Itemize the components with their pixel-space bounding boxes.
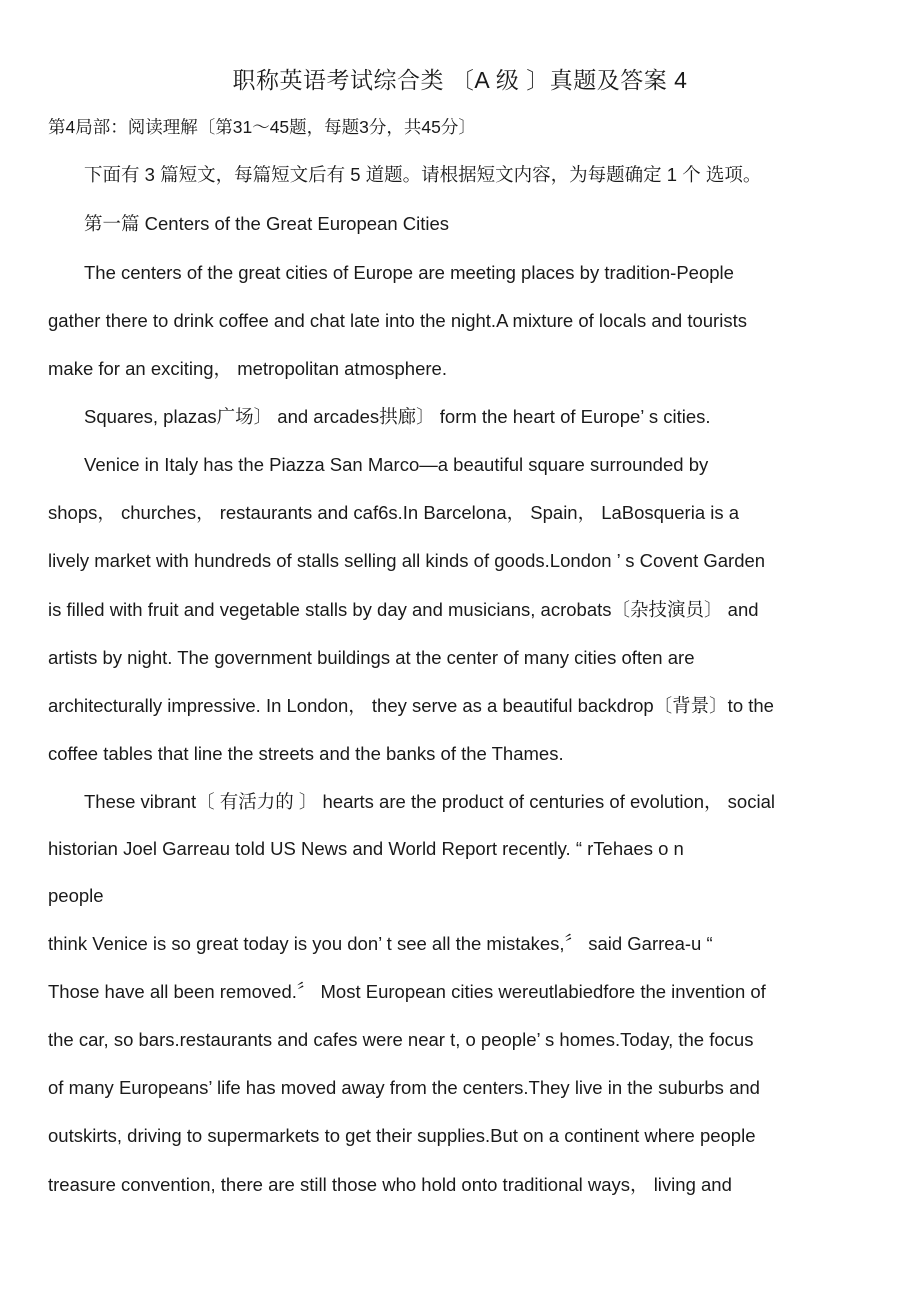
text-line: treasure convention, there are still those who hold onto traditional ways， living and xyxy=(48,1174,732,1195)
text-line: shops， churches， restaurants and caf6s.In Barcelona， Spain， LaBosqueria is a xyxy=(48,502,740,523)
text-line: Those have all been removed.〞 Most European cities wereutlabiedfore the invention of xyxy=(48,981,766,1002)
text-line: Venice in Italy has the Piazza San Marco—a beautiful square surrounded by xyxy=(84,454,709,475)
text-line: think Venice is so great today is you don’ t see all the mistakes,〞 said Garrea-u “ xyxy=(48,933,713,954)
text-line: coffee tables that line the streets and the banks of the Thames. xyxy=(48,743,564,764)
text-line: These vibrant〔 有活力的 〕 hearts are the product of centuries of evolution， social xyxy=(84,791,775,812)
text-line: gather there to drink coffee and chat late into the night.A mixture of locals and tourists xyxy=(48,310,747,331)
text-line: architecturally impressive. In London， they serve as a beautiful backdrop〔背景〕to the xyxy=(48,695,774,716)
text-line: of many Europeans’ life has moved away from the centers.They live in the suburbs and xyxy=(48,1077,760,1098)
text-line: lively market with hundreds of stalls selling all kinds of goods.London ’ s Covent Garden xyxy=(48,550,766,571)
text-line: the car, so bars.restaurants and cafes were near t, o people’ s homes.Today, the focus xyxy=(48,1029,754,1050)
text-line: Squares, plazas广场〕 and arcades拱廊〕 form the heart of Europe’ s cities. xyxy=(84,406,711,427)
text-line: The centers of the great cities of Europe are meeting places by tradition-People xyxy=(84,262,734,283)
text-line: is filled with fruit and vegetable stalls by day and musicians, acrobats〔杂技演员〕 and xyxy=(48,599,759,620)
instructions: 下面有 3 篇短文，每篇短文后有 5 道题。请根据短文内容，为每题确定 1 个 选项。 xyxy=(84,164,762,185)
document-title: 职称英语考试综合类 〔A 级 〕真题及答案 4 xyxy=(232,67,688,93)
text-line: outskirts, driving to supermarkets to get their supplies.But on a continent where people xyxy=(48,1125,756,1146)
section-header: 第4局部：阅读理解〔第31～45题，每题3分，共45分〕 xyxy=(48,117,476,137)
text-line: historian Joel Garreau told US News and World Report recently. “ rTehaes o n xyxy=(48,838,684,859)
text-line: people xyxy=(48,885,104,906)
passage-title: 第一篇 Centers of the Great European Cities xyxy=(84,213,450,234)
text-line: artists by night. The government buildings at the center of many cities often are xyxy=(48,647,695,668)
text-line: make for an exciting， metropolitan atmosphere. xyxy=(48,358,447,379)
